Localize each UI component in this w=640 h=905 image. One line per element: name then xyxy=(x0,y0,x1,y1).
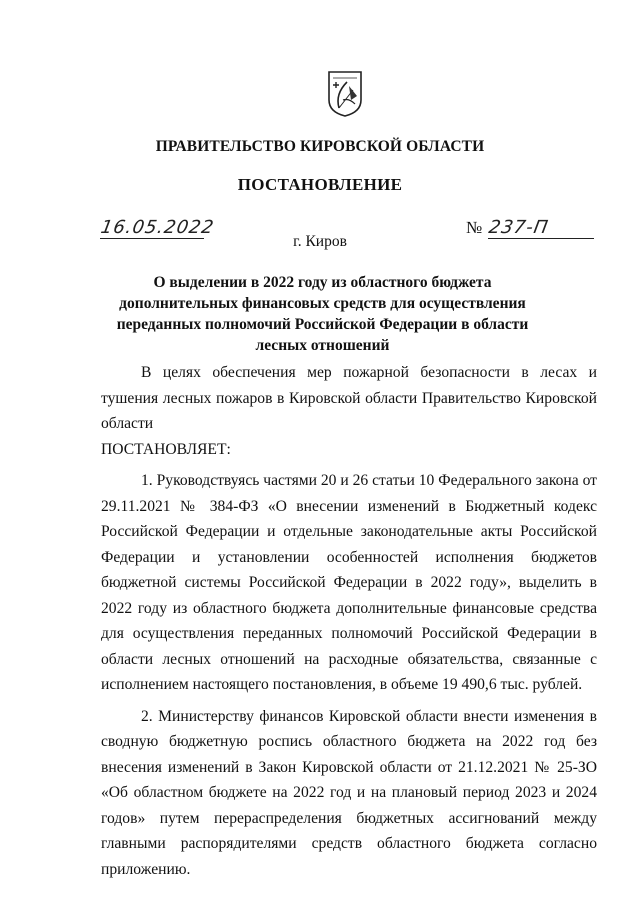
resolves-line: ПОСТАНОВЛЯЕТ: xyxy=(101,440,231,458)
city: г. Киров xyxy=(293,233,347,250)
document-body xyxy=(101,360,597,882)
document-type: ПОСТАНОВЛЕНИЕ xyxy=(237,175,403,194)
government-name: ПРАВИТЕЛЬСТВО КИРОВСКОЙ ОБЛАСТИ xyxy=(155,138,485,155)
item-2-paragraph: 2. Министерству финансов Кировской области внести изменения в сводную бюджетную роспись областного бюджета на 2022 год без внесения изменений в Закон Кировской области от 21.12.2021 № 25-ЗО «Об областном бюджете на 2022 год и на плановый период 2023 и 2024 годов» путем перераспределения бюджетных ассигнований между главными распорядителями средств областного бюджета согласно приложению. xyxy=(101,707,597,878)
number-sign: № xyxy=(466,218,483,237)
coat-of-arms-icon xyxy=(327,70,363,118)
preamble-paragraph: В целях обеспечения мер пожарной безопасности в лесах и тушения лесных пожаров в Кировской области Правительство Кировской области xyxy=(101,364,597,432)
document-number: 237-П xyxy=(487,217,551,238)
item-1-paragraph: 1. Руководствуясь частями 20 и 26 статьи 10 Федерального закона от 29.11.2021 № 384-ФЗ «О внесении изменений в Бюджетный кодекс Российской Федерации и отдельные законодательные акты Российской Федерации и установлении особенностей исполнения бюджетов бюджетной системы Российской Федерации в 2022 году», выделить в 2022 году из областного бюджета дополнительные финансовые средства для осуществления переданных полномочий Российской Федерации в области лесных отношений на расходные обязательства, связанные с исполнением настоящего постановления, в объеме 19 490,6 тыс. рублей. xyxy=(101,472,597,693)
number-underline xyxy=(488,238,594,239)
document-date: 16.05.2022 xyxy=(99,217,216,238)
emblem xyxy=(327,70,363,118)
document-subject: О выделении в 2022 году из областного бюджета дополнительных финансовых средств для осуществления переданных полномочий Российской Федерации в области лесных отношений xyxy=(116,274,529,354)
